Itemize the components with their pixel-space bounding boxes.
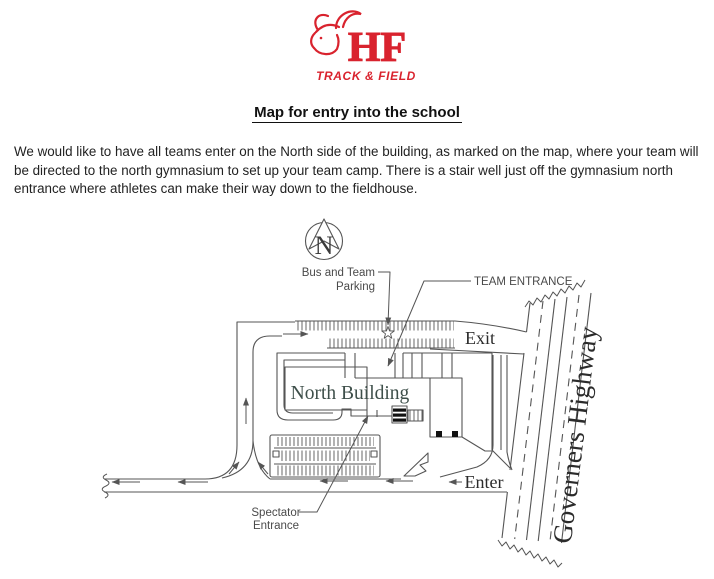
spectator-label-line1: Spectator	[251, 507, 301, 519]
logo-monogram: HF	[347, 25, 407, 71]
logo-tagline: TRACK & FIELD	[316, 69, 416, 83]
door-mark	[452, 431, 458, 437]
bus-parking-label-line2: Parking	[336, 281, 375, 293]
highway-label: Governers Highway	[546, 324, 604, 546]
stairs-symbol	[392, 406, 407, 423]
hf-logo	[311, 11, 416, 83]
spectator-entrance-label	[251, 507, 300, 532]
bus-team-parking-lot	[295, 321, 455, 348]
body-paragraph: We would like to have all teams enter on the North side of the building, as marked on the map, where your team will be directed to the north gymnasium to set up your team camp. There is a stair well just off the gymnasium north entrance where athletes can make their way down to the fieldhouse.	[14, 144, 699, 197]
page-title: Map for entry into the school	[254, 104, 460, 121]
enter-label: Enter	[464, 472, 504, 492]
spectator-label-line2: Entrance	[252, 520, 300, 532]
exit-label: Exit	[465, 328, 495, 348]
ramp-symbol	[408, 410, 423, 421]
bus-parking-label	[302, 267, 375, 293]
door-mark	[436, 431, 442, 437]
traffic-island	[404, 453, 428, 476]
compass-letter: N	[314, 231, 334, 260]
bus-parking-label-line1: Bus and Team	[301, 267, 375, 279]
team-entrance-label: TEAM ENTRANCE	[474, 276, 573, 288]
highway-break-bottom	[498, 540, 562, 567]
spectator-parking-lot	[270, 435, 380, 477]
north-building-label: North Building	[290, 383, 410, 404]
bus-parking-leader	[378, 272, 390, 325]
